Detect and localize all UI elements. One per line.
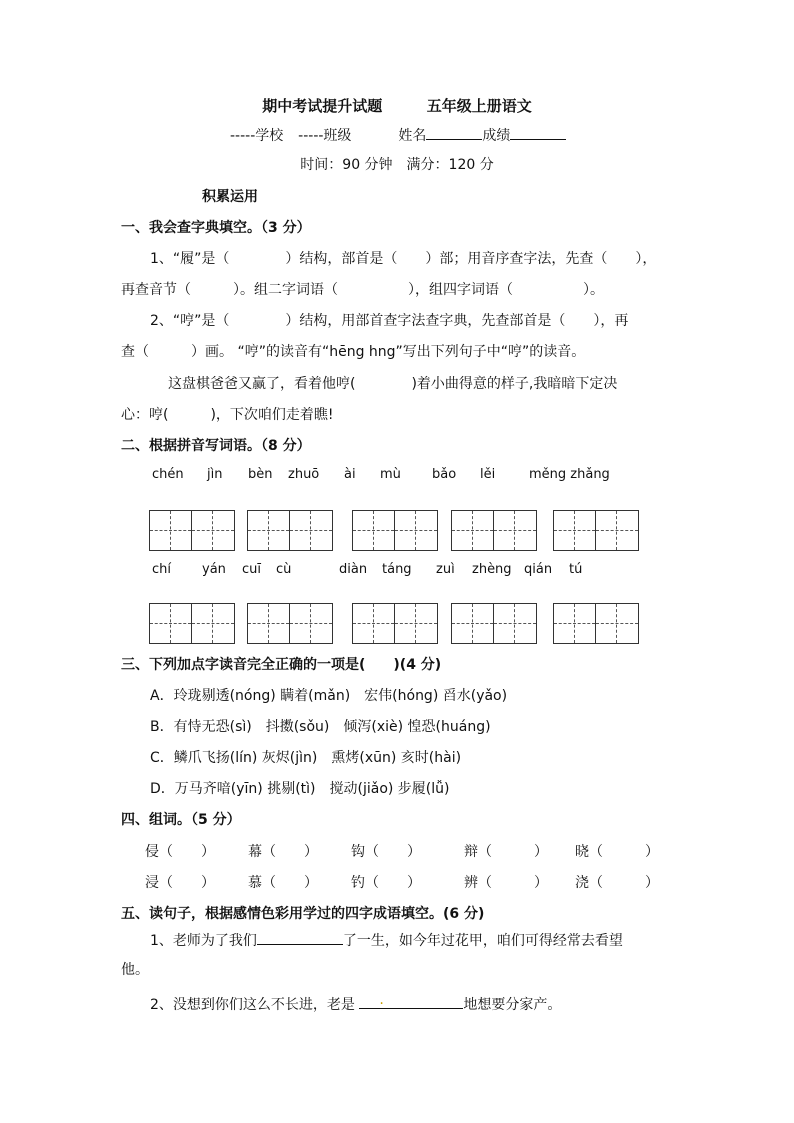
pinyin-item: chén bbox=[152, 467, 184, 482]
student-info-line bbox=[230, 124, 566, 146]
q4-title: 四、组词。（5 分） bbox=[121, 812, 241, 828]
word-item: 钩（ ） bbox=[351, 844, 421, 860]
pinyin-item: cù bbox=[276, 562, 292, 577]
pinyin-row-1 bbox=[0, 467, 794, 487]
score-label: 成绩 bbox=[482, 128, 511, 144]
pinyin-item: ài bbox=[344, 467, 356, 482]
pinyin-item: tú bbox=[569, 562, 583, 577]
word-item: 钓（ ） bbox=[351, 875, 421, 891]
score-blank[interactable] bbox=[510, 124, 566, 140]
pinyin-item: táng bbox=[382, 562, 412, 577]
writing-grid-row-1 bbox=[0, 510, 794, 551]
q1-line1: 1、“履”是（ ）结构，部首是（ ）部；用音序查字法，先查（ ）， bbox=[150, 251, 657, 267]
q1-line3: 2、“哼”是（ ）结构，用部首查字法查字典，先查部首是（ ），再 bbox=[150, 313, 629, 329]
writing-box[interactable] bbox=[553, 510, 639, 551]
word-item: 幕（ ） bbox=[248, 844, 318, 860]
q1-title: 一、我会查字典填空。（3 分） bbox=[121, 220, 311, 236]
pinyin-item: zuì bbox=[436, 562, 455, 577]
writing-box[interactable] bbox=[247, 603, 333, 644]
pinyin-item: zhuō bbox=[288, 467, 320, 482]
q3-option-a: A．玲珑剔透(nóng) 瞒着(mǎn) 宏伟(hóng) 舀水(yǎo) bbox=[150, 688, 508, 704]
pinyin-item: měng zhǎng bbox=[529, 467, 610, 482]
word-item: 辩（ ） bbox=[464, 844, 548, 860]
q5-s2-blank[interactable] bbox=[359, 993, 463, 1009]
word-item: 辨（ ） bbox=[464, 875, 548, 891]
q1-line4: 查（ ）画。 “哼”的读音有“hēng hng”写出下列句子中“哼”的读音。 bbox=[121, 344, 586, 360]
q3-title: 三、下列加点字读音完全正确的一项是( )(4 分) bbox=[121, 657, 442, 673]
pinyin-item: chí bbox=[152, 562, 171, 577]
word-item: 晓（ ） bbox=[575, 844, 659, 860]
word-item: 浸（ ） bbox=[145, 875, 215, 891]
pinyin-item: bǎo bbox=[432, 467, 457, 482]
writing-box[interactable] bbox=[352, 510, 438, 551]
pinyin-item: cuī bbox=[242, 562, 261, 577]
word-item: 侵（ ） bbox=[145, 844, 215, 860]
q5-sentence-2 bbox=[150, 993, 561, 1015]
pinyin-item: bèn bbox=[248, 467, 273, 482]
name-blank[interactable] bbox=[426, 124, 482, 140]
q5-title: 五、读句子，根据感情色彩用学过的四字成语填空。(6 分) bbox=[121, 906, 485, 922]
writing-box[interactable] bbox=[352, 603, 438, 644]
q4-row-2 bbox=[0, 873, 794, 893]
writing-box[interactable] bbox=[149, 603, 235, 644]
pinyin-item: qián bbox=[524, 562, 553, 577]
q1-line6: 心：哼( )，下次咱们走着瞧! bbox=[121, 407, 334, 423]
q5-s1-blank[interactable] bbox=[257, 929, 343, 945]
writing-box[interactable] bbox=[149, 510, 235, 551]
title-grade: 五年级上册语文 bbox=[426, 97, 532, 115]
q3-option-b: B．有恃无恐(sì) 抖擞(sǒu) 倾泻(xiè) 惶恐(huáng) bbox=[150, 719, 491, 735]
q5-sentence-1-cont: 他。 bbox=[121, 962, 149, 978]
q1-line5: 这盘棋爸爸又赢了，看着他哼( )着小曲得意的样子,我暗暗下定决 bbox=[168, 376, 618, 392]
word-item: 慕（ ） bbox=[248, 875, 318, 891]
writing-box[interactable] bbox=[451, 510, 537, 551]
writing-box[interactable] bbox=[247, 510, 333, 551]
q5-s1-end: 了一生，如今年过花甲，咱们可得经常去看望 bbox=[342, 933, 623, 949]
q2-title: 二、根据拼音写词语。（8 分） bbox=[121, 438, 311, 454]
q5-sentence-1 bbox=[150, 929, 623, 951]
pinyin-row-2 bbox=[0, 562, 794, 582]
class-label: -----班级 bbox=[298, 128, 352, 144]
writing-box[interactable] bbox=[553, 603, 639, 644]
q3-option-c: C．鳞爪飞扬(lín) 灰烬(jìn) 熏烤(xūn) 亥时(hài) bbox=[150, 750, 462, 766]
title-main: 期中考试提升试题 bbox=[262, 97, 383, 115]
q5-s2-start: 2、没想到你们这么不长进，老是 bbox=[150, 997, 355, 1013]
pinyin-item: mù bbox=[380, 467, 401, 482]
school-label: -----学校 bbox=[230, 128, 284, 144]
time-info: 时间：90 分钟 满分：120 分 bbox=[300, 157, 494, 173]
q4-row-1 bbox=[0, 842, 794, 862]
pinyin-item: jìn bbox=[207, 467, 223, 482]
writing-box[interactable] bbox=[451, 603, 537, 644]
q1-line2: 再查音节（ ）。组二字词语（ ），组四字词语（ ）。 bbox=[121, 282, 604, 298]
section-jilei: 积累运用 bbox=[202, 189, 258, 205]
pinyin-item: lěi bbox=[480, 467, 496, 482]
exam-title bbox=[0, 96, 794, 116]
pinyin-item: zhèng bbox=[472, 562, 512, 577]
word-item: 浇（ ） bbox=[575, 875, 659, 891]
q5-s2-dot: . bbox=[379, 992, 384, 1008]
q5-s2-end: 地想要分家产。 bbox=[463, 997, 562, 1013]
pinyin-item: yán bbox=[202, 562, 226, 577]
q5-s1-start: 1、老师为了我们 bbox=[150, 933, 257, 949]
name-label: 姓名 bbox=[398, 128, 427, 144]
q3-option-d: D．万马齐喑(yīn) 挑剔(tì) 搅动(jiǎo) 步履(lǚ) bbox=[150, 781, 450, 797]
pinyin-item: diàn bbox=[339, 562, 368, 577]
writing-grid-row-2 bbox=[0, 603, 794, 644]
